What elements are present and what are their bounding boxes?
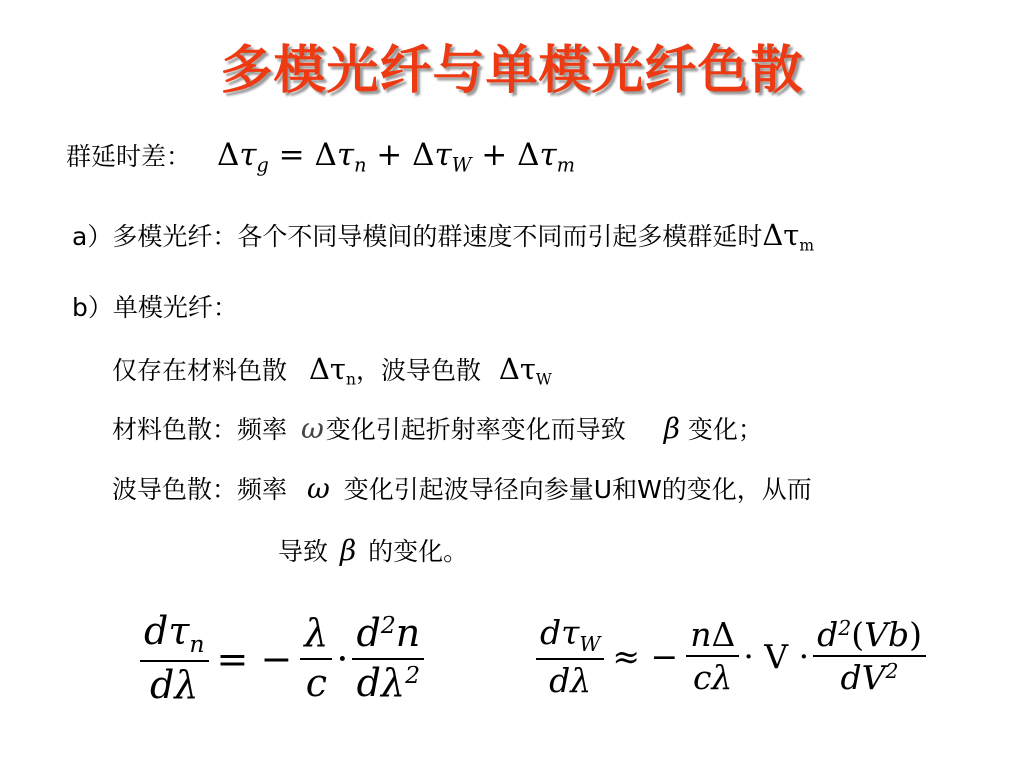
material-delay-subscript: n [345, 370, 356, 389]
singlemode-only-line [112, 352, 552, 396]
multimode-delay-subscript: m [799, 236, 815, 255]
waveguide-dispersion-formula: $\frac{d\tau_W}{d\lambda}$ ≈ − $\frac{n\Delta}{c\lambda}$ · V · $\frac{d^2(Vb)}{dV^2}$ [536, 612, 926, 701]
waveguide-dispersion-line [112, 472, 812, 507]
formula1-second-derivative: $\frac{d^2n}{d\lambda^2}$ [352, 610, 424, 707]
material-delay-symbol: Δτ [308, 352, 346, 386]
material-text: 变化引起折射率变化而导致 [325, 415, 626, 444]
waveguide-line2-post: 的变化。 [368, 537, 469, 566]
formula2-second-derivative: $\frac{d^2(Vb)}{dV^2}$ [813, 614, 926, 699]
multimode-line [72, 218, 814, 262]
waveguide-delay-symbol: Δτ [498, 352, 536, 386]
group-delay-label: 群延时差： [66, 142, 192, 171]
formula2-lhs: $\frac{d\tau_W}{d\lambda}$ [536, 612, 604, 701]
formula1-lhs: $\frac{d\tau_n}{d\lambda}$ [140, 608, 209, 709]
slide-title: 多模光纤与单模光纤色散 [220, 41, 804, 101]
group-delay-line [66, 138, 575, 183]
material-dispersion-formula: $\frac{d\tau_n}{d\lambda}$ = − $\frac{\lambda}{c}$ · $\frac{d^2n}{d\lambda^2}$ [140, 608, 424, 709]
material-tail: 变化； [687, 415, 763, 444]
beta-symbol: β [663, 412, 680, 445]
material-dispersion-line [112, 412, 763, 447]
omega-symbol-2: ω [306, 472, 330, 505]
waveguide-delay-subscript: W [535, 370, 552, 389]
omega-symbol: ω [300, 412, 324, 445]
waveguide-text: 变化引起波导径向参量U和W的变化，从而 [343, 475, 812, 504]
material-label: 材料色散：频率 [112, 415, 288, 444]
waveguide-label: 波导色散：频率 [112, 475, 288, 504]
formula1-lambda-over-c: $\frac{\lambda}{c}$ [300, 610, 332, 707]
only-text-2: ，波导色散 [355, 356, 481, 385]
multimode-text: a）多模光纤：各个不同导模间的群速度不同而引起多模群延时 [72, 222, 763, 251]
waveguide-dispersion-line-2 [278, 534, 468, 569]
formula2-ndelta-over-clambda: $\frac{n\Delta}{c\lambda}$ [686, 614, 739, 699]
multimode-delay-symbol: Δτ [762, 218, 800, 252]
beta-symbol-2: β [339, 534, 357, 567]
group-delay-equation: $\Delta\tau_g = \Delta\tau_n + \Delta\tau_W + \Delta\tau_m$ [216, 137, 575, 177]
only-text-1: 仅存在材料色散 [112, 356, 288, 385]
waveguide-line2-pre: 导致 [278, 537, 329, 566]
singlemode-label: b）单模光纤： [72, 293, 238, 322]
